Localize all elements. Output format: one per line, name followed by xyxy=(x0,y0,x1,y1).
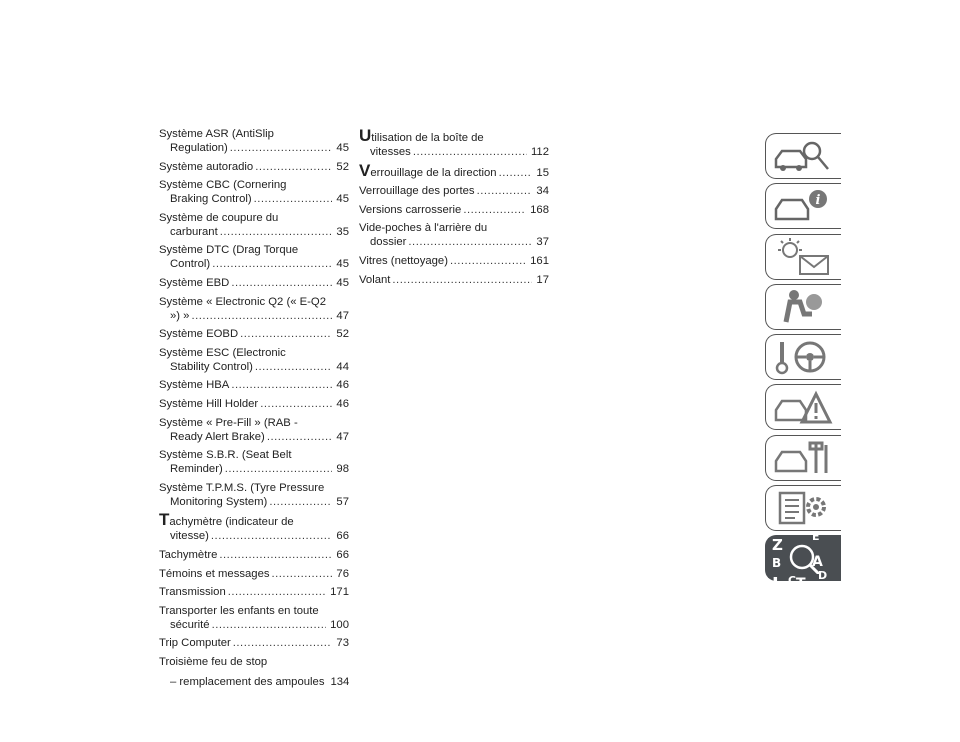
index-entry[interactable] xyxy=(159,510,349,543)
page-number: 76 xyxy=(336,567,349,580)
index-entry-text: Système S.B.R. (Seat Belt xyxy=(159,449,292,462)
leader-dots xyxy=(228,585,326,599)
index-entry-text: Versions carrosserie xyxy=(359,203,462,216)
index-entry[interactable] xyxy=(359,126,549,159)
leader-dots xyxy=(219,548,332,562)
index-entry[interactable] xyxy=(159,397,349,411)
tab-car-search[interactable] xyxy=(765,133,841,179)
index-entry[interactable] xyxy=(159,548,349,562)
leader-dots xyxy=(231,378,332,392)
tab-servicing[interactable] xyxy=(765,435,841,481)
index-entry[interactable] xyxy=(359,184,549,198)
index-column-1 xyxy=(159,127,349,693)
tab-starting-driving[interactable] xyxy=(765,334,841,380)
index-entry[interactable] xyxy=(159,585,349,599)
leader-dots xyxy=(233,636,333,650)
index-tab-letter: T xyxy=(796,576,806,593)
index-entry[interactable] xyxy=(359,203,549,217)
index-tab-letter: I xyxy=(772,574,779,596)
index-entry[interactable] xyxy=(359,254,549,268)
leader-dots xyxy=(392,273,532,287)
index-entry[interactable] xyxy=(159,211,349,239)
page-number: 52 xyxy=(336,160,349,173)
tab-warning-lights[interactable] xyxy=(765,234,841,280)
index-entry[interactable] xyxy=(159,604,349,632)
index-entry-text: Système EBD xyxy=(159,276,230,289)
leader-dots xyxy=(463,203,526,217)
page-number: 37 xyxy=(536,236,549,249)
page-number: 15 xyxy=(536,166,549,179)
page-number: 34 xyxy=(536,185,549,198)
page-number: 45 xyxy=(336,258,349,271)
page-number: 44 xyxy=(336,360,349,373)
page-number: 161 xyxy=(530,254,549,267)
leader-dots xyxy=(413,145,527,159)
index-entry-text: Reminder) xyxy=(170,463,223,476)
index-entry-text: Système EOBD xyxy=(159,328,239,341)
leader-dots xyxy=(499,166,533,180)
index-entry-text: Vitres (nettoyage) xyxy=(359,254,448,267)
index-entry-text: Verrouillage des portes xyxy=(359,185,475,198)
page-number: 45 xyxy=(336,193,349,206)
index-entry[interactable] xyxy=(159,448,349,476)
leader-dots xyxy=(212,618,327,632)
technical-data-gear-icon xyxy=(772,489,834,527)
index-entry-text: Système CBC (Cornering xyxy=(159,179,287,192)
index-entry-text: Vide-poches à l'arrière du xyxy=(359,222,488,235)
index-entry[interactable] xyxy=(159,346,349,374)
page-number: 46 xyxy=(336,379,349,392)
leader-dots xyxy=(230,141,333,155)
index-entry-text: errouillage de la direction xyxy=(370,166,497,179)
page-number: 98 xyxy=(336,463,349,476)
tab-car-info[interactable] xyxy=(765,183,841,229)
index-entry-text: Système de coupure du xyxy=(159,211,279,224)
car-info-icon xyxy=(772,187,834,225)
leader-dots xyxy=(254,192,333,206)
index-entry-text: carburant xyxy=(170,225,218,238)
index-entry[interactable] xyxy=(159,481,349,509)
page-number: 66 xyxy=(336,530,349,543)
leader-dots xyxy=(269,495,332,509)
index-entry[interactable] xyxy=(159,178,349,206)
chapter-tab-strip xyxy=(765,133,842,596)
page-number: 171 xyxy=(330,586,349,599)
index-entry[interactable] xyxy=(159,295,349,323)
index-entry-text: tilisation de la boîte de xyxy=(371,132,484,144)
leader-dots xyxy=(240,327,332,341)
index-entry-text: Monitoring System) xyxy=(170,495,268,508)
index-entry[interactable] xyxy=(359,221,549,249)
car-maintenance-tools-icon xyxy=(772,439,834,477)
leader-dots xyxy=(211,529,333,543)
leader-dots xyxy=(225,462,333,476)
index-entry-text: sécurité xyxy=(170,618,210,631)
index-entry-text: Système HBA xyxy=(159,379,230,392)
index-heading: Troisième feu de stop xyxy=(159,655,268,668)
svg-text:i: i xyxy=(815,193,821,209)
index-entry[interactable] xyxy=(159,636,349,650)
index-entry[interactable] xyxy=(159,276,349,290)
index-column-2 xyxy=(359,126,549,291)
index-entry[interactable] xyxy=(159,327,349,341)
index-entry-text: vitesse) xyxy=(170,530,209,543)
index-entry-text: Témoins et messages xyxy=(159,567,270,580)
passenger-airbag-icon xyxy=(772,288,834,326)
index-entry-text: Système ASR (AntiSlip xyxy=(159,128,274,140)
section-letter: V xyxy=(359,160,371,180)
index-entry-text: Système T.P.M.S. (Tyre Pressure xyxy=(159,481,325,494)
index-entry[interactable] xyxy=(159,567,349,581)
page-number: 57 xyxy=(336,495,349,508)
index-tab-letter: D xyxy=(818,569,828,583)
tab-emergency[interactable] xyxy=(765,384,841,430)
index-entry[interactable] xyxy=(159,160,349,174)
leader-dots xyxy=(450,254,526,268)
page-number: 73 xyxy=(336,637,349,650)
leader-dots xyxy=(477,184,533,198)
index-entry-text: Trip Computer xyxy=(159,637,231,650)
tab-safety[interactable] xyxy=(765,284,841,330)
index-entry-text: achymètre (indicateur de xyxy=(169,516,294,529)
tab-technical-data[interactable] xyxy=(765,485,841,531)
leader-dots xyxy=(272,567,333,581)
index-entry-text: Système Hill Holder xyxy=(159,397,259,410)
index-entry-text: Système « Electronic Q2 (« E-Q2 xyxy=(159,295,327,308)
index-entry[interactable] xyxy=(159,127,349,155)
index-entry-text: ») » xyxy=(170,309,190,322)
page-number: 45 xyxy=(336,276,349,289)
leader-dots xyxy=(260,397,332,411)
leader-dots xyxy=(231,276,332,290)
index-tab-letter: B xyxy=(772,556,782,571)
index-entry-text: Regulation) xyxy=(170,142,228,154)
index-entry[interactable] xyxy=(159,675,349,689)
index-entry-text: Volant xyxy=(359,273,391,286)
index-entry-text: vitesses xyxy=(370,146,411,158)
index-entry-text: Transmission xyxy=(159,586,226,599)
index-entry-text: Tachymètre xyxy=(159,548,218,561)
page-number: 17 xyxy=(536,273,549,286)
index-entry-text: Système autoradio xyxy=(159,160,254,173)
index-tab-letter: A xyxy=(812,554,823,571)
leader-dots xyxy=(220,225,333,239)
page-number: 46 xyxy=(336,397,349,410)
index-entry-text: Transporter les enfants en toute xyxy=(159,604,319,617)
leader-dots xyxy=(255,160,332,174)
leader-dots xyxy=(267,430,333,444)
leader-dots xyxy=(212,257,332,271)
index-entry-text: Système ESC (Electronic xyxy=(159,346,286,359)
index-tab-letter: C xyxy=(788,574,797,588)
index-tab-letter: E xyxy=(812,530,820,544)
page-number: 66 xyxy=(336,548,349,561)
index-entry-text: Système « Pre-Fill » (RAB - xyxy=(159,416,298,429)
index-entry[interactable] xyxy=(159,243,349,271)
page-number: 35 xyxy=(336,225,349,238)
index-entry-text: Braking Control) xyxy=(170,193,252,206)
index-entry-text: Control) xyxy=(170,258,211,271)
index-entry[interactable] xyxy=(159,378,349,392)
index-entry-text: dossier xyxy=(370,236,407,249)
page-number: 47 xyxy=(336,309,349,322)
page-number: 45 xyxy=(336,142,349,154)
section-letter: U xyxy=(359,126,372,145)
index-entry[interactable] xyxy=(359,160,549,180)
breakdown-warning-triangle-icon xyxy=(772,388,834,426)
leader-dots xyxy=(191,309,332,323)
page-number: 112 xyxy=(530,146,549,158)
section-letter: T xyxy=(159,510,170,530)
index-entry-text: Stability Control) xyxy=(170,360,253,373)
index-entry[interactable] xyxy=(159,416,349,444)
page-number: 47 xyxy=(336,430,349,443)
page-number: 134 xyxy=(330,675,350,688)
leader-dots xyxy=(255,360,333,374)
index-tab-letter: Z xyxy=(772,536,783,555)
tab-alphabetical-index[interactable] xyxy=(765,530,841,596)
leader-dots xyxy=(408,235,532,249)
index-entry-text: Système DTC (Drag Torque xyxy=(159,244,299,257)
key-steering-wheel-icon xyxy=(772,338,834,376)
index-entry-text: – remplacement des ampoules xyxy=(170,675,325,688)
page-number: 100 xyxy=(330,618,349,631)
car-search-icon xyxy=(772,137,834,175)
page-number: 168 xyxy=(530,203,549,216)
index-entry[interactable] xyxy=(359,273,549,287)
page-number: 52 xyxy=(336,328,349,341)
index-entry-text: Ready Alert Brake) xyxy=(170,430,265,443)
warning-light-message-icon xyxy=(772,238,834,276)
